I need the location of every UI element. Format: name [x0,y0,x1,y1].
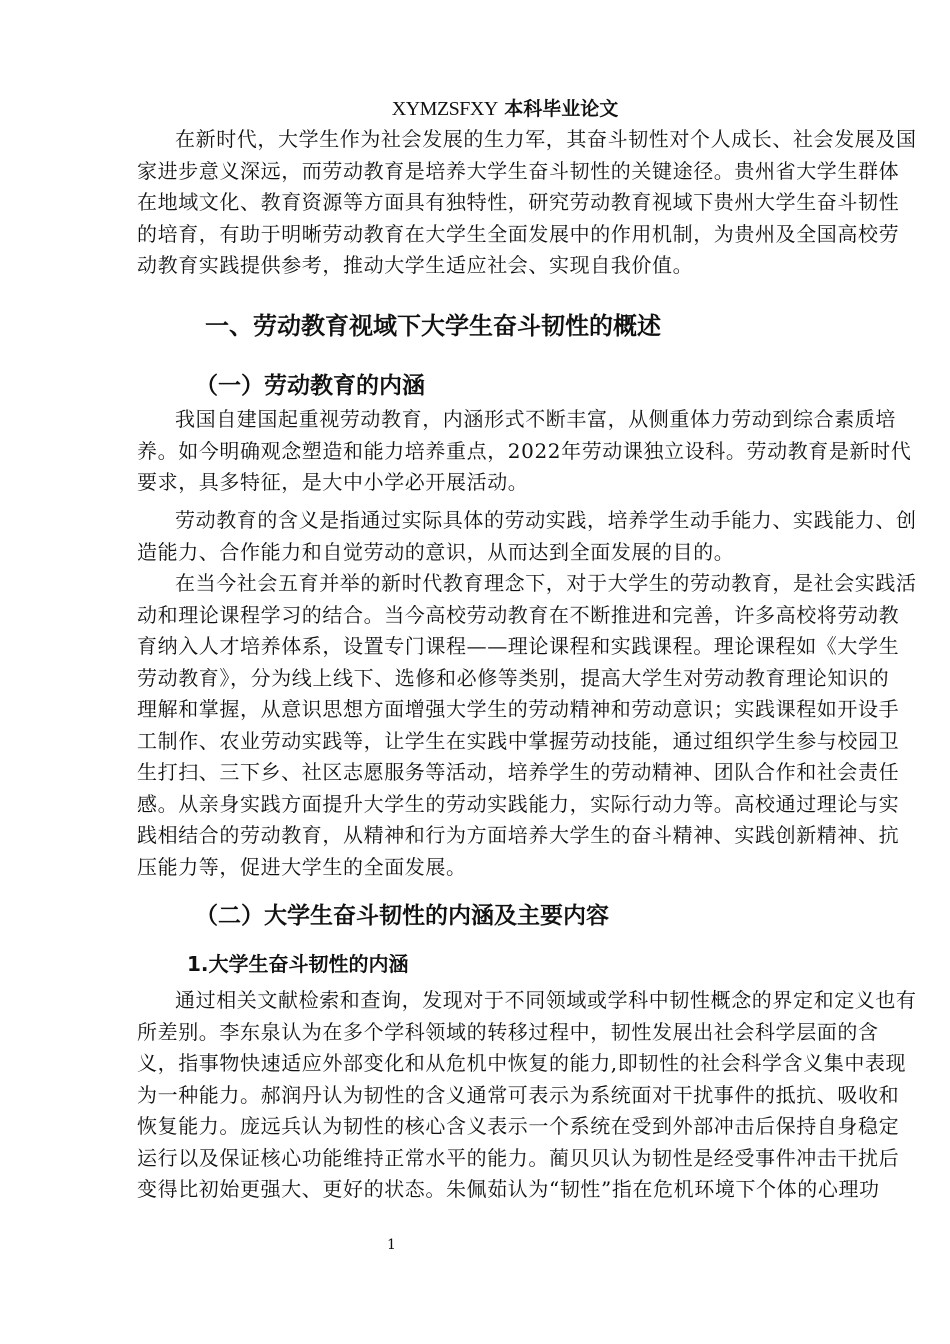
text-line: 的培育，有助于明晰劳动教育在大学生全面发展中的作用机制，为贵州及全国高校劳 [137,221,900,246]
text-line: 在地域文化、教育资源等方面具有独特性，研究劳动教育视域下贵州大学生奋斗韧性 [137,190,900,214]
text-line: 造能力、合作能力和自觉劳动的意识，从而达到全面发展的目的。 [137,539,735,564]
text-line: 义，指事物快速适应外部变化和从危机中恢复的能力,即韧性的社会科学含义集中表现 [137,1051,907,1075]
text-line: 劳动教育的含义是指通过实际具体的劳动实践，培养学生动手能力、实践能力、创 [175,508,917,532]
text-line: 运行以及保证核心功能维持正常水平的能力。蔺贝贝认为韧性是经受事件冲击干扰后 [137,1145,900,1170]
text-line: 工制作、农业劳动实践等，让学生在实践中掌握劳动技能，通过组织学生参与校园卫 [137,728,900,753]
text-line: 践相结合的劳动教育，从精神和行为方面培养大学生的奋斗精神、实践创新精神、抗 [137,823,900,847]
text-line: 所差别。李东泉认为在多个学科领域的转移过程中，韧性发展出社会科学层面的含 [137,1019,879,1044]
section-heading-1: （一）劳动教育的内涵 [195,373,425,399]
text-line: 变得比初始更强大、更好的状态。朱佩茹认为“韧性”指在危机环境下个体的心理功 [137,1177,880,1201]
text-line: 家进步意义深远，而劳动教育是培养大学生奋斗韧性的关键途径。贵州省大学生群体 [137,158,900,183]
intro-paragraph [137,124,917,282]
section2-paragraph-1 [137,985,917,1206]
text-line: 理解和掌握，从意识思想方面增强大学生的劳动精神和劳动意识；实践课程如开设手 [137,697,900,721]
text-line: 劳动教育》，分为线上线下、选修和必修等类别，提高大学生对劳动教育理论知识的 [137,665,890,690]
text-line: 生打扫、三下乡、社区志愿服务等活动，培养学生的劳动精神、团队合作和社会责任 [137,760,900,784]
page-number: 1 [387,1237,396,1253]
text-line: 通过相关文献检索和查询，发现对于不同领域或学科中韧性概念的界定和定义也有 [175,988,917,1012]
text-line: 在新时代，大学生作为社会发展的生力军，其奋斗韧性对个人成长、社会发展及国 [175,127,917,151]
text-line: 为一种能力。郝润丹认为韧性的含义通常可表示为系统面对干扰事件的抵抗、吸收和 [137,1082,900,1107]
chapter-heading: 一、劳动教育视域下大学生奋斗韧性的概述 [205,312,661,340]
text-line: 恢复能力。庞远兵认为韧性的核心含义表示一个系统在受到外部冲击后保持自身稳定 [137,1114,900,1138]
section1-paragraph-2 [137,505,917,568]
text-line: 压能力等，促进大学生的全面发展。 [137,854,467,879]
section-heading-2: （二）大学生奋斗韧性的内涵及主要内容 [195,903,609,929]
section1-paragraph-1 [137,404,912,499]
header-code: XYMZSFXY [391,98,498,120]
section1-paragraph-3 [137,568,917,883]
subsection-heading: 1.大学生奋斗韧性的内涵 [187,952,409,976]
text-line: 要求，具多特征，是大中小学必开展活动。 [137,470,529,494]
header-title: 本科毕业论文 [504,98,619,120]
page-header [0,94,950,121]
text-line: 养。如今明确观念塑造和能力培养重点，2022年劳动课独立设科。劳动教育是新时代 [137,438,912,463]
text-line: 我国自建国起重视劳动教育，内涵形式不断丰富，从侧重体力劳动到综合素质培 [175,407,896,431]
text-line: 动教育实践提供参考，推动大学生适应社会、实现自我价值。 [137,253,694,277]
text-line: 育纳入人才培养体系，设置专门课程——理论课程和实践课程。理论课程如《大学生 [137,634,900,658]
text-line: 动和理论课程学习的结合。当今高校劳动教育在不断推进和完善，许多高校将劳动教 [137,602,900,627]
text-line: 在当今社会五育并举的新时代教育理念下，对于大学生的劳动教育，是社会实践活 [175,571,917,595]
text-line: 感。从亲身实践方面提升大学生的劳动实践能力，实际行动力等。高校通过理论与实 [137,791,900,816]
